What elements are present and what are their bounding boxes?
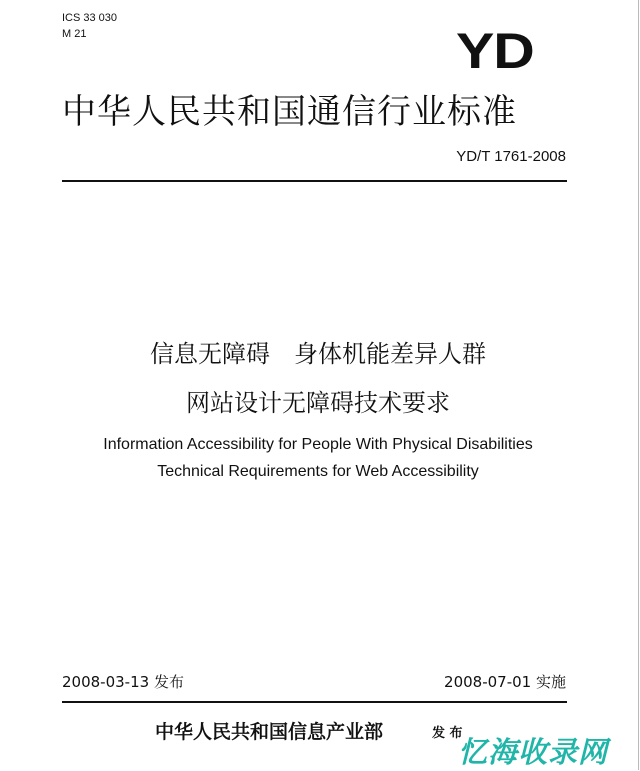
effective-date: 2008-07-01 实施	[444, 673, 566, 691]
publisher: 中华人民共和国信息产业部	[155, 721, 384, 743]
standard-code: YD/T 1761-2008	[456, 148, 566, 165]
cn-title-line2: 网站设计无障碍技术要求	[186, 389, 450, 417]
issue-date: 2008-03-13 发布	[62, 673, 184, 691]
standard-title: 中华人民共和国通信行业标准	[62, 92, 517, 132]
footer-divider	[62, 701, 567, 703]
classification-code: M 21	[62, 28, 87, 40]
yd-logo: YD	[456, 23, 534, 79]
en-title-line1: Information Accessibility for People With Physical Disabilities	[103, 436, 533, 453]
page-edge	[638, 0, 639, 770]
en-title-line2: Technical Requirements for Web Accessibility	[157, 463, 479, 480]
watermark: 忆海收录网	[458, 735, 609, 769]
ics-code: ICS 33 030	[62, 12, 118, 24]
publisher-verb: 发 布	[432, 726, 463, 741]
cn-title-line1: 信息无障碍 身体机能差异人群	[150, 340, 486, 368]
header-divider	[62, 180, 567, 182]
